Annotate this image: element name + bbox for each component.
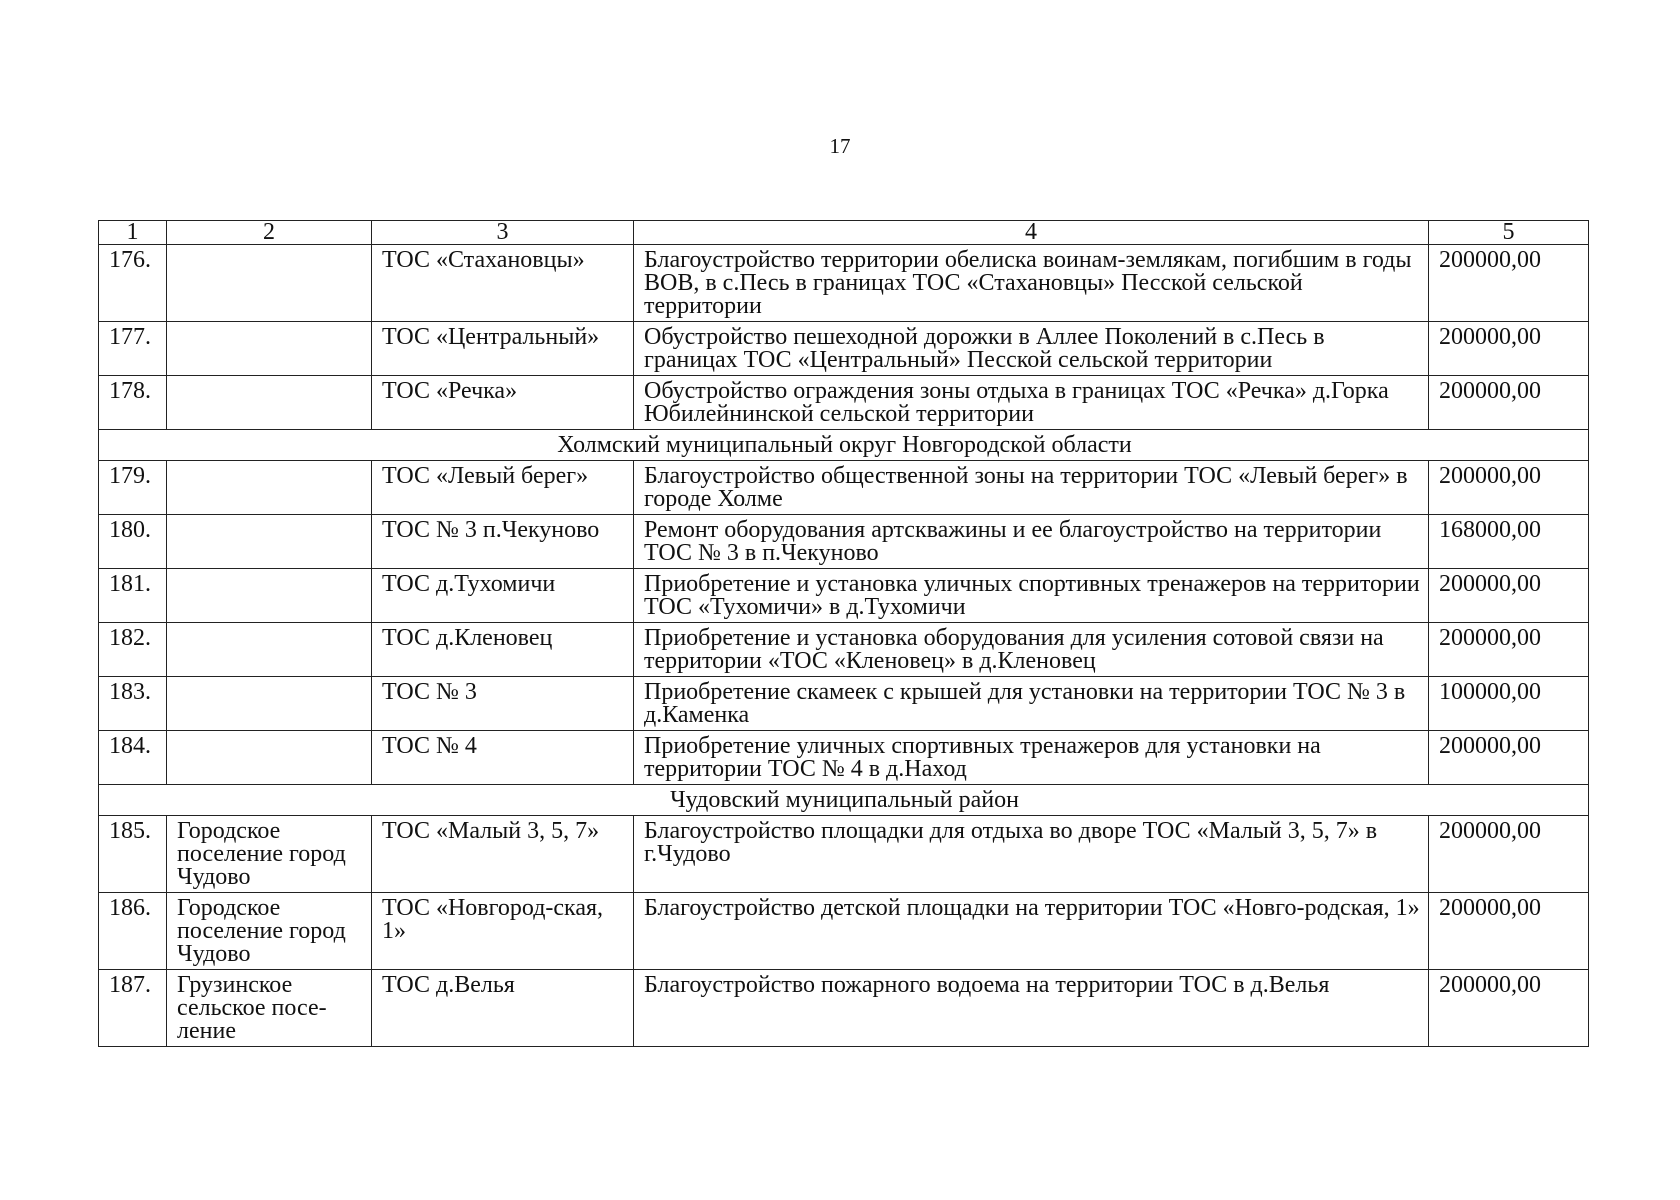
settlement-cell	[167, 245, 372, 322]
row-number: 177.	[99, 322, 167, 376]
project-description-cell: Приобретение скамеек с крышей для установки на территории ТОС № 3 в д.Каменка	[634, 677, 1429, 731]
page-number: 17	[829, 134, 851, 158]
tos-name-cell: ТОС д.Кленовец	[372, 623, 634, 677]
amount-cell: 200000,00	[1429, 569, 1589, 623]
table-row	[99, 970, 1589, 1047]
grants-table	[98, 220, 1589, 1047]
tos-name-cell: ТОС № 3 п.Чекуново	[372, 515, 634, 569]
amount-cell: 100000,00	[1429, 677, 1589, 731]
section-title: Чудовский муниципальный район	[99, 785, 1589, 816]
tos-name-cell: ТОС «Левый берег»	[372, 461, 634, 515]
tos-name-cell: ТОС «Центральный»	[372, 322, 634, 376]
row-number: 179.	[99, 461, 167, 515]
table-row	[99, 245, 1589, 322]
tos-name-cell: ТОС «Стахановцы»	[372, 245, 634, 322]
settlement-cell	[167, 677, 372, 731]
table-row	[99, 461, 1589, 515]
row-number: 180.	[99, 515, 167, 569]
settlement-cell: Городское поселение город Чудово	[167, 816, 372, 893]
project-description-cell: Обустройство ограждения зоны отдыха в границах ТОС «Речка» д.Горка Юбилейнинской сельской территории	[634, 376, 1429, 430]
table-row	[99, 893, 1589, 970]
project-description-cell: Приобретение и установка уличных спортивных тренажеров на территории ТОС «Тухомичи» в д.Тухомичи	[634, 569, 1429, 623]
tos-name-cell: ТОС д.Тухомичи	[372, 569, 634, 623]
project-description-cell: Ремонт оборудования артскважины и ее благоустройство на территории ТОС № 3 в п.Чекуново	[634, 515, 1429, 569]
tos-name-cell: ТОС № 4	[372, 731, 634, 785]
amount-cell: 200000,00	[1429, 623, 1589, 677]
settlement-cell	[167, 731, 372, 785]
row-number: 178.	[99, 376, 167, 430]
tos-name-cell: ТОС д.Велья	[372, 970, 634, 1047]
project-description-cell: Благоустройство площадки для отдыха во дворе ТОС «Малый 3, 5, 7» в г.Чудово	[634, 816, 1429, 893]
amount-cell: 200000,00	[1429, 376, 1589, 430]
table-row	[99, 376, 1589, 430]
amount-cell: 200000,00	[1429, 322, 1589, 376]
amount-cell: 200000,00	[1429, 245, 1589, 322]
row-number: 187.	[99, 970, 167, 1047]
row-number: 176.	[99, 245, 167, 322]
settlement-cell	[167, 461, 372, 515]
section-row	[99, 430, 1589, 461]
table-row	[99, 322, 1589, 376]
amount-cell: 200000,00	[1429, 816, 1589, 893]
column-number-header-row	[99, 221, 1589, 245]
row-number: 186.	[99, 893, 167, 970]
settlement-cell	[167, 322, 372, 376]
amount-cell: 200000,00	[1429, 731, 1589, 785]
section-row	[99, 785, 1589, 816]
table-row	[99, 816, 1589, 893]
column-header: 2	[167, 221, 372, 245]
section-title: Холмский муниципальный округ Новгородской области	[99, 430, 1589, 461]
project-description-cell: Обустройство пешеходной дорожки в Аллее Поколений в с.Песь в границах ТОС «Центральный» Песской сельской территории	[634, 322, 1429, 376]
settlement-cell	[167, 569, 372, 623]
amount-cell: 200000,00	[1429, 893, 1589, 970]
tos-name-cell: ТОС «Малый 3, 5, 7»	[372, 816, 634, 893]
table-row	[99, 569, 1589, 623]
settlement-cell: Городское поселение город Чудово	[167, 893, 372, 970]
amount-cell: 200000,00	[1429, 461, 1589, 515]
project-description-cell: Приобретение и установка оборудования для усиления сотовой связи на территории «ТОС «Кленовец» в д.Кленовец	[634, 623, 1429, 677]
settlement-cell	[167, 623, 372, 677]
table-row	[99, 623, 1589, 677]
amount-cell: 168000,00	[1429, 515, 1589, 569]
row-number: 182.	[99, 623, 167, 677]
table-row	[99, 515, 1589, 569]
row-number: 181.	[99, 569, 167, 623]
settlement-cell: Грузинское сельское посе-ление	[167, 970, 372, 1047]
project-description-cell: Благоустройство территории обелиска воинам-землякам, погибшим в годы ВОВ, в с.Песь в границах ТОС «Стахановцы» Песской сельской территории	[634, 245, 1429, 322]
project-description-cell: Благоустройство детской площадки на территории ТОС «Новго-родская, 1»	[634, 893, 1429, 970]
tos-name-cell: ТОС № 3	[372, 677, 634, 731]
table-row	[99, 677, 1589, 731]
row-number: 185.	[99, 816, 167, 893]
tos-name-cell: ТОС «Речка»	[372, 376, 634, 430]
amount-cell: 200000,00	[1429, 970, 1589, 1047]
tos-name-cell: ТОС «Новгород-ская, 1»	[372, 893, 634, 970]
project-description-cell: Приобретение уличных спортивных тренажеров для установки на территории ТОС № 4 в д.Наход	[634, 731, 1429, 785]
row-number: 183.	[99, 677, 167, 731]
column-header: 1	[99, 221, 167, 245]
column-header: 4	[634, 221, 1429, 245]
settlement-cell	[167, 515, 372, 569]
project-description-cell: Благоустройство пожарного водоема на территории ТОС в д.Велья	[634, 970, 1429, 1047]
table-row	[99, 731, 1589, 785]
project-description-cell: Благоустройство общественной зоны на территории ТОС «Левый берег» в городе Холме	[634, 461, 1429, 515]
settlement-cell	[167, 376, 372, 430]
column-header: 3	[372, 221, 634, 245]
column-header: 5	[1429, 221, 1589, 245]
row-number: 184.	[99, 731, 167, 785]
